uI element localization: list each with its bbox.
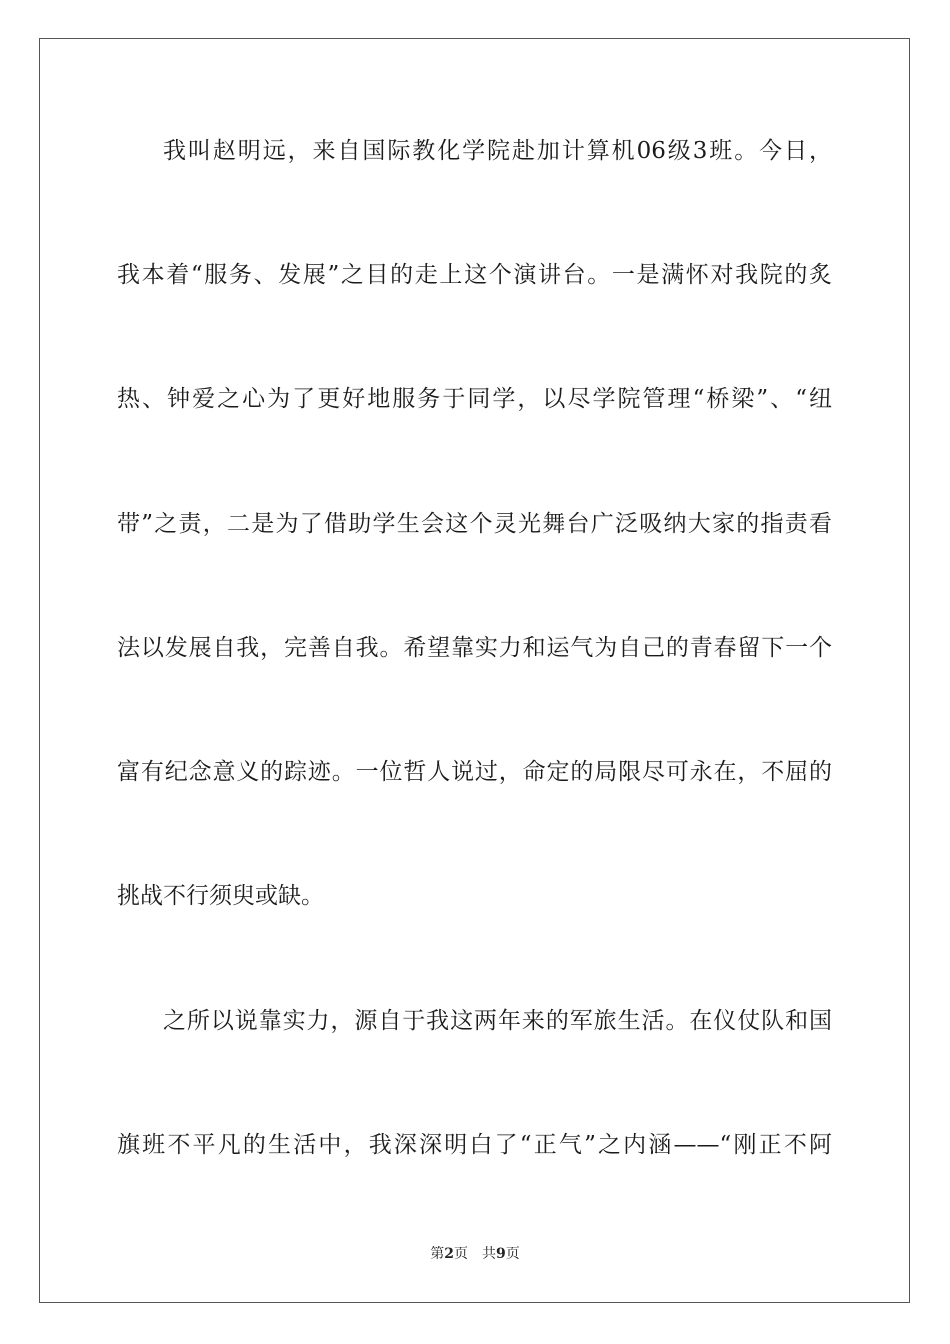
paragraph-1-line-1: 我叫赵明远，来自国际教化学院赴加计算机06级3班。今日，: [163, 138, 832, 164]
paragraph-1-line-6: 富有纪念意义的踪迹。一位哲人说过，命定的局限尽可永在，不屈的: [117, 759, 832, 785]
total-suffix: 页: [505, 1246, 520, 1262]
total-pages: 9: [496, 1246, 506, 1262]
page-prefix: 第: [430, 1246, 445, 1262]
page-footer: [0, 1245, 950, 1263]
paragraph-2-line-2: 旗班不平凡的生活中，我深深明白了“正气”之内涵——“刚正不阿: [117, 1132, 832, 1158]
page-number: 2: [444, 1246, 454, 1262]
total-prefix: 共: [482, 1246, 496, 1262]
paragraph-1-line-3: 热、钟爱之心为了更好地服务于同学，以尽学院管理“桥梁”、“纽: [117, 386, 832, 412]
paragraph-1-line-4: 带”之责，二是为了借助学生会这个灵光舞台广泛吸纳大家的指责看: [117, 511, 832, 537]
paragraph-1-line-5: 法以发展自我，完善自我。希望靠实力和运气为自己的青春留下一个: [117, 635, 832, 661]
page-suffix: 页: [454, 1246, 468, 1262]
page-border: [39, 38, 910, 1303]
paragraph-1-line-2: 我本着“服务、发展”之目的走上这个演讲台。一是满怀对我院的炙: [117, 262, 832, 288]
paragraph-2-line-1: 之所以说靠实力，源自于我这两年来的军旅生活。在仪仗队和国: [163, 1008, 832, 1034]
paragraph-1-line-7: 挑战不行须臾或缺。: [117, 883, 324, 909]
